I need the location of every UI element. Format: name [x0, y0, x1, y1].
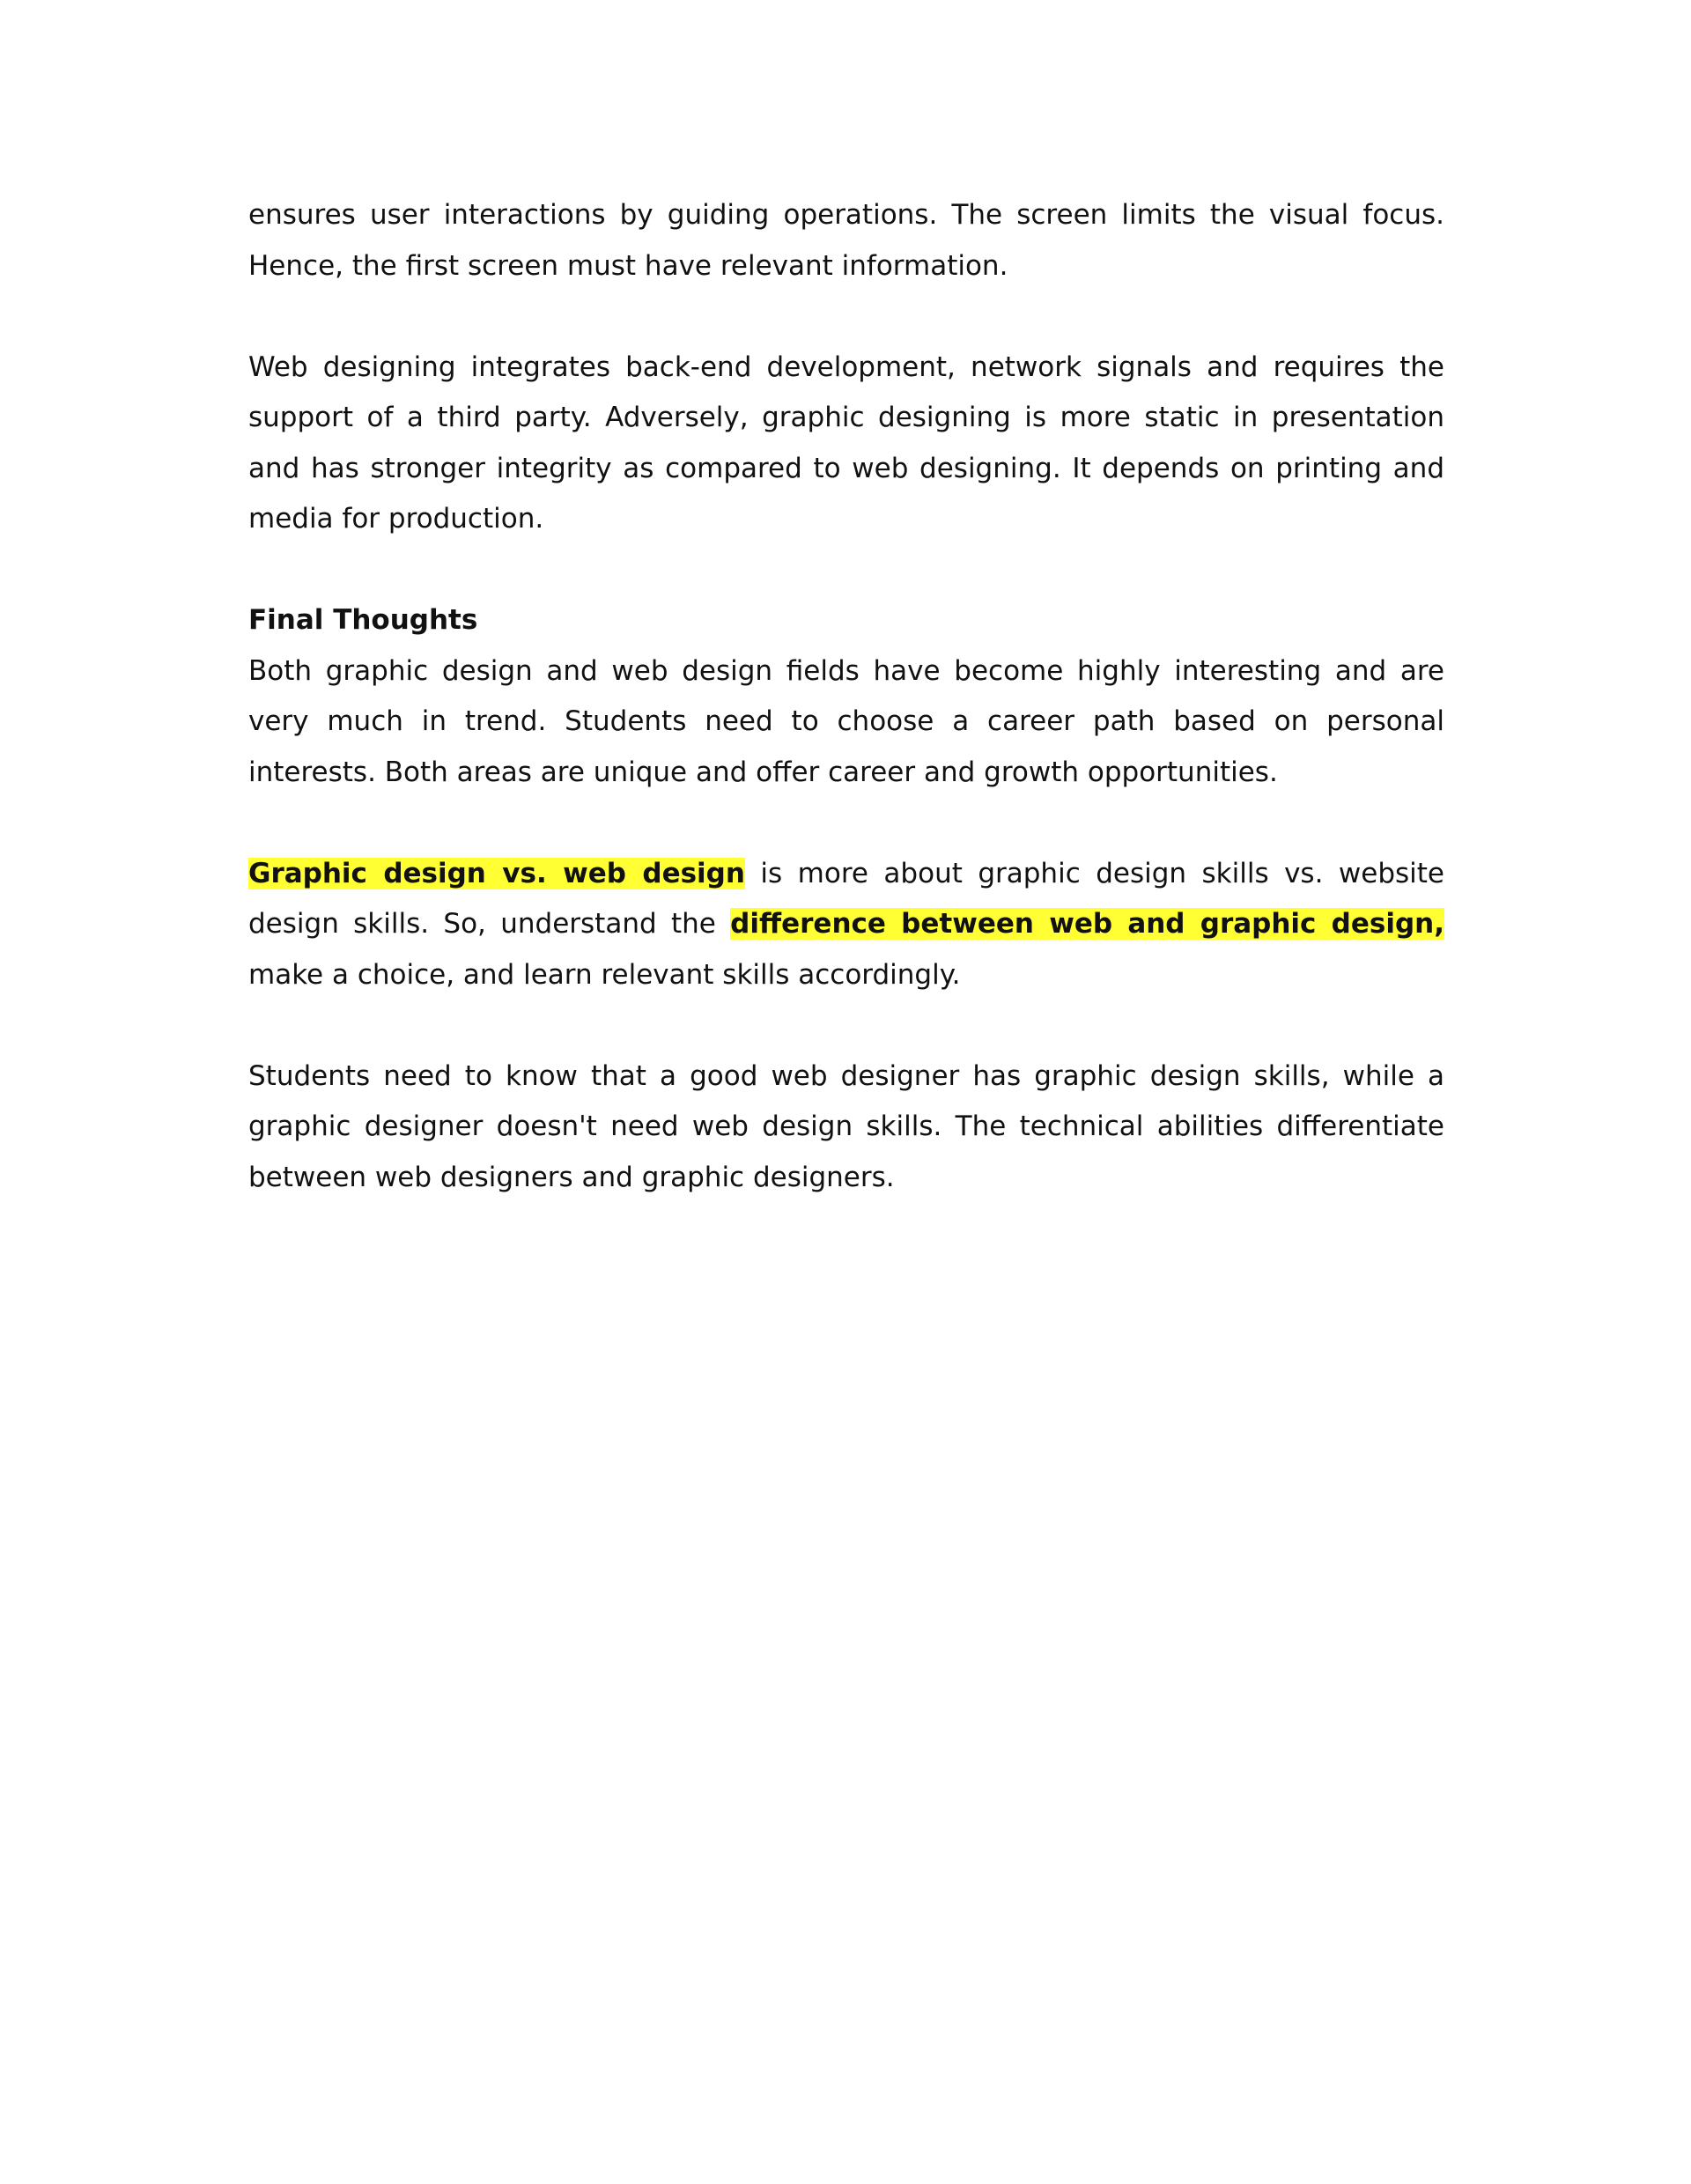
paragraph-text: is more about graphic design skills vs. website design skills. So, understand the [248, 857, 1444, 940]
document-body [248, 190, 1444, 1254]
paragraph-screen-focus: ensures user interactions by guiding operations. The screen limits the visual focus. Hence, the first screen must have relevant information. [248, 199, 1444, 282]
paragraph-web-vs-graphic-production: Web designing integrates back-end development, network signals and requires the support of a third party. Adversely, graphic designing is more static in presentation and has stronger integrity as compared to web designing. It depends on printing and media for production. [248, 350, 1444, 535]
paragraph-highlighted-keywords [248, 849, 1444, 1001]
paragraph-final-thoughts: Both graphic design and web design fields have become highly interesting and are very much in trend. Students need to choose a career path based on personal interests. Both areas are unique and offer career and growth opportunities. [248, 654, 1444, 788]
highlighted-keyword: Graphic design vs. web design [248, 857, 745, 889]
section-heading-final-thoughts: Final Thoughts [248, 604, 478, 636]
highlighted-keyword: difference between web and graphic design, [730, 908, 1444, 940]
paragraph-text: make a choice, and learn relevant skills accordingly. [248, 958, 961, 991]
paragraph-designer-skills: Students need to know that a good web designer has graphic design skills, while a graphic designer doesn't need web design skills. The technical abilities differentiate between web designers and graphic designers. [248, 1059, 1444, 1193]
